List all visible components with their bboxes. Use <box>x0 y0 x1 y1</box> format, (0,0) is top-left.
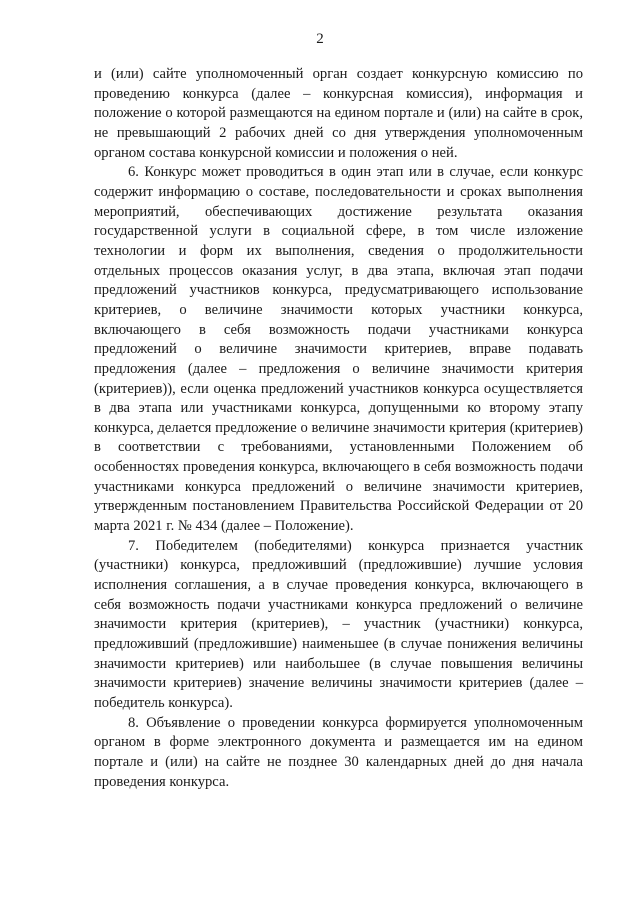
paragraph-continuation: и (или) сайте уполномоченный орган создает конкурсную комиссию по проведению конкурса (далее – конкурсная комиссия), информация и положение о которой размещаются на едином портале и (или) на сайте в срок, не превышающий 2 рабочих дней со дня утверждения уполномоченным органом состава конкурсной комиссии и положения о ней. <box>94 66 583 161</box>
paragraph-item-7: 7. Победителем (победителями) конкурса признается участник (участники) конкурса, предложивший (предложившие) лучшие условия исполнения соглашения, а в случае проведения конкурса, включающего в себя возможность подачи участниками конкурса предложений о величине значимости критерия (критериев), – участник (участники) конкурса, предложивший (предложившие) наименьшее (в случае понижения величины значимости критериев) или наибольшее (в случае повышения величины значимости критериев) значение величины значимости критериев (далее – победитель конкурса). <box>94 537 583 711</box>
document-body <box>94 65 583 792</box>
paragraph-item-6: 6. Конкурс может проводиться в один этап или в случае, если конкурс содержит информацию о составе, последовательности и сроках выполнения мероприятий, обеспечивающих достижение результата оказания государственной услуги в социальной сфере, в том числе изложение технологии и форм их выполнения, сведения о продолжительности отдельных процессов оказания услуг, в два этапа, включая этап подачи предложений участников конкурса, предусматривающего использование критериев, о величине значимости которых участники конкурса, включающего в себя возможность подачи участниками конкурса предложений о величине значимости критериев, вправе подавать предложения (далее – предложения о величине значимости критерия (критериев)), если оценка предложений участников конкурса осуществляется в два этапа или участниками конкурса, допущенными ко второму этапу конкурса, делается предложение о величине значимости критерия (критериев) в соответствии с требованиями, установленными Положением об особенностях проведения конкурса, включающего в себя возможность подачи участниками конкурса предложений о величине значимости критериев, утвержденным постановлением Правительства Российской Федерации от 20 марта 2021 г. № 434 (далее – Положение). <box>94 164 583 535</box>
paragraph-item-8: 8. Объявление о проведении конкурса формируется уполномоченным органом в форме электронного документа и размещается им на едином портале и (или) на сайте не позднее 30 календарных дней до дня начала проведения конкурса. <box>94 714 583 790</box>
page-number: 2 <box>316 31 324 47</box>
